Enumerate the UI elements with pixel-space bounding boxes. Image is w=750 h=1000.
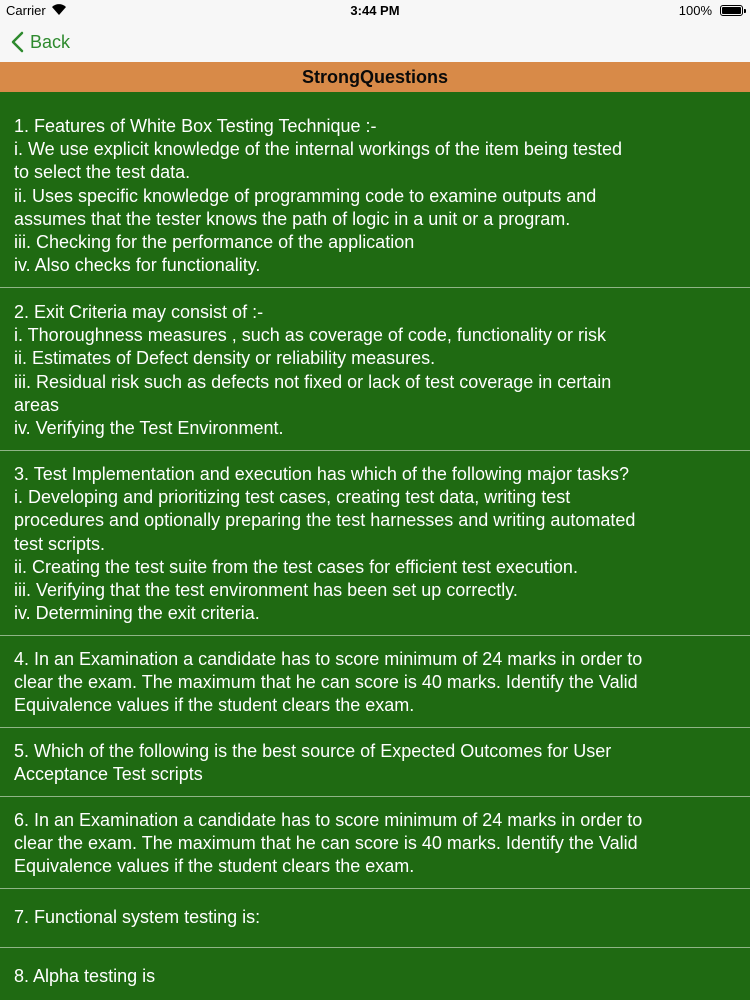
question-text: 5. Which of the following is the best source of Expected Outcomes for User Acceptance Test scripts — [14, 741, 612, 785]
chevron-left-icon — [10, 31, 24, 53]
battery-icon — [720, 5, 743, 16]
question-item-7[interactable] — [0, 906, 750, 948]
clock-time: 3:44 PM — [350, 3, 400, 18]
question-item-4[interactable] — [0, 648, 750, 728]
question-text: 1. Features of White Box Testing Technique :- i. We use explicit knowledge of the internal workings of the item being tested to select the test data. ii. Uses specific knowledge of programming code to examine outputs and assumes that the tester knows the path of logic in a unit or a program. iii. Checking for the performance of the application iv. Also checks for functionality. — [14, 116, 623, 276]
question-item-5[interactable] — [0, 740, 750, 797]
question-text: 2. Exit Criteria may consist of :- i. Thoroughness measures , such as coverage of code, functionality or risk ii. Estimates of Defect density or reliability measures. iii. Residual risk such as defects not fixed or lack of test coverage in certain areas iv. Verifying the Test Environment. — [14, 302, 612, 439]
question-text: 6. In an Examination a candidate has to score minimum of 24 marks in order to clear the exam. The maximum that he can score is 40 marks. Identify the Valid Equivalence values if the student clears the exam. — [14, 810, 643, 877]
question-text: 4. In an Examination a candidate has to score minimum of 24 marks in order to clear the exam. The maximum that he can score is 40 marks. Identify the Valid Equivalence values if the student clears the exam. — [14, 649, 643, 716]
question-item-1[interactable] — [0, 115, 750, 288]
question-text: 3. Test Implementation and execution has which of the following major tasks? i. Developing and prioritizing test cases, creating test data, writing test procedures and optionally preparing the test harnesses and writing automated test scripts. ii. Creating the test suite from the test cases for efficient test execution. iii. Verifying that the test environment has been set up correctly. iv. Determining the exit criteria. — [14, 464, 636, 624]
question-item-3[interactable] — [0, 463, 750, 636]
page-title: StrongQuestions — [301, 66, 448, 87]
question-item-2[interactable] — [0, 301, 750, 451]
question-text: 8. Alpha testing is — [14, 966, 156, 986]
status-bar — [0, 0, 750, 22]
navigation-bar — [0, 22, 750, 62]
question-text: 7. Functional system testing is: — [14, 907, 261, 927]
battery-percent: 100% — [678, 3, 712, 18]
question-item-8[interactable] — [0, 965, 750, 1000]
back-label: Back — [30, 31, 71, 52]
page-title-bar — [0, 62, 750, 92]
questions-list[interactable] — [0, 92, 750, 1000]
carrier-label: Carrier — [6, 3, 46, 18]
back-button[interactable] — [10, 28, 70, 56]
question-item-6[interactable] — [0, 809, 750, 889]
